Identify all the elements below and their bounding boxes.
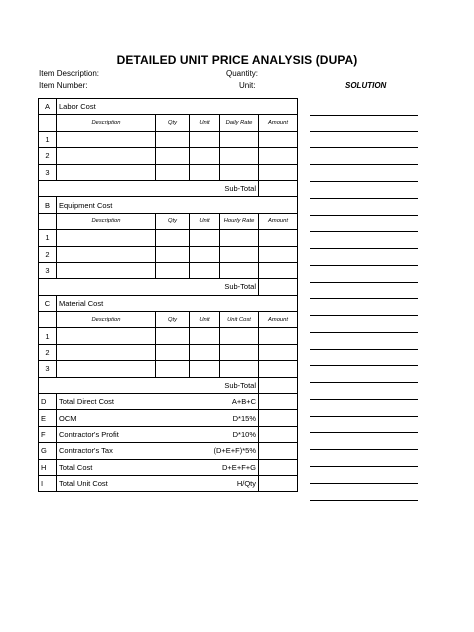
- summary-row-h: [39, 459, 298, 475]
- description-cell[interactable]: [57, 131, 156, 147]
- amount-cell[interactable]: [259, 361, 298, 377]
- summary-letter: G: [39, 443, 57, 459]
- summary-formula: D*10%: [232, 430, 256, 439]
- row-number: 1: [39, 131, 57, 147]
- answer-line[interactable]: [310, 231, 418, 232]
- subtotal-row: [39, 279, 298, 295]
- answer-line[interactable]: [310, 147, 418, 148]
- answer-line[interactable]: [310, 198, 418, 199]
- page-title: DETAILED UNIT PRICE ANALYSIS (DUPA): [116, 53, 358, 67]
- answer-line[interactable]: [310, 265, 418, 266]
- table-row: [39, 361, 298, 377]
- table-row: [39, 164, 298, 180]
- quantity-label: Quantity:: [226, 69, 259, 78]
- section-letter: C: [39, 295, 57, 311]
- answer-line[interactable]: [310, 466, 418, 467]
- col-unit: Unit: [190, 115, 220, 131]
- qty-cell[interactable]: [156, 328, 190, 344]
- summary-label: Contractor's Tax: [59, 446, 113, 456]
- unit-cell[interactable]: [190, 148, 220, 164]
- qty-cell[interactable]: [156, 131, 190, 147]
- rate-cell[interactable]: [220, 148, 259, 164]
- qty-cell[interactable]: [156, 246, 190, 262]
- answer-line[interactable]: [310, 500, 418, 501]
- unit-label: Unit:: [239, 81, 256, 90]
- answer-line[interactable]: [310, 483, 418, 484]
- subtotal-value[interactable]: [259, 180, 298, 196]
- col-unit: Unit: [190, 312, 220, 328]
- row-number: 3: [39, 262, 57, 278]
- unit-cell[interactable]: [190, 262, 220, 278]
- answer-line[interactable]: [310, 282, 418, 283]
- row-number: 3: [39, 361, 57, 377]
- col-rate: Unit Cost: [220, 312, 259, 328]
- rate-cell[interactable]: [220, 344, 259, 360]
- answer-line[interactable]: [310, 432, 418, 433]
- summary-value[interactable]: [259, 475, 298, 491]
- subtotal-row: [39, 377, 298, 393]
- summary-value[interactable]: [259, 426, 298, 442]
- section-a-header: [39, 99, 298, 115]
- summary-value[interactable]: [259, 443, 298, 459]
- column-header-row: [39, 312, 298, 328]
- row-number: 2: [39, 344, 57, 360]
- answer-line[interactable]: [310, 164, 418, 165]
- rate-cell[interactable]: [220, 230, 259, 246]
- rate-cell[interactable]: [220, 131, 259, 147]
- description-cell[interactable]: [57, 328, 156, 344]
- summary-formula: D*15%: [232, 413, 256, 423]
- subtotal-value[interactable]: [259, 377, 298, 393]
- summary-row-g: [39, 443, 298, 459]
- rate-cell[interactable]: [220, 164, 259, 180]
- section-letter: A: [39, 99, 57, 115]
- amount-cell[interactable]: [259, 131, 298, 147]
- answer-line[interactable]: [310, 399, 418, 400]
- section-title: Equipment Cost: [57, 197, 298, 213]
- description-cell[interactable]: [57, 164, 156, 180]
- subtotal-label: Sub-Total: [39, 279, 259, 295]
- summary-label: Contractor's Profit: [59, 430, 119, 439]
- description-cell[interactable]: [57, 148, 156, 164]
- row-number: 1: [39, 328, 57, 344]
- amount-cell[interactable]: [259, 344, 298, 360]
- answer-line[interactable]: [310, 382, 418, 383]
- summary-formula: D+E+F+G: [222, 462, 256, 472]
- section-b-header: [39, 197, 298, 213]
- answer-line[interactable]: [310, 416, 418, 417]
- row-number: 2: [39, 246, 57, 262]
- subtotal-row: [39, 180, 298, 196]
- col-rate: Hourly Rate: [220, 213, 259, 229]
- answer-line[interactable]: [310, 298, 418, 299]
- section-title: Labor Cost: [57, 99, 298, 115]
- section-c-header: [39, 295, 298, 311]
- solution-label: SOLUTION: [345, 81, 387, 90]
- row-number: 3: [39, 164, 57, 180]
- qty-cell[interactable]: [156, 262, 190, 278]
- summary-value[interactable]: [259, 459, 298, 475]
- rate-cell[interactable]: [220, 246, 259, 262]
- summary-value[interactable]: [259, 394, 298, 410]
- table-row: [39, 148, 298, 164]
- rate-cell[interactable]: [220, 328, 259, 344]
- summary-letter: I: [39, 475, 57, 491]
- table-row: [39, 246, 298, 262]
- answer-line[interactable]: [310, 131, 418, 132]
- section-title: Material Cost: [57, 295, 298, 311]
- col-description: Description: [57, 213, 156, 229]
- col-amount: Amount: [259, 213, 298, 229]
- unit-cell[interactable]: [190, 344, 220, 360]
- summary-row-i: [39, 475, 298, 491]
- summary-label: Total Direct Cost: [59, 397, 115, 407]
- answer-line[interactable]: [310, 181, 418, 182]
- col-unit: Unit: [190, 213, 220, 229]
- unit-cell[interactable]: [190, 361, 220, 377]
- summary-row-f: [39, 426, 298, 442]
- rate-cell[interactable]: [220, 262, 259, 278]
- summary-letter: E: [39, 410, 57, 426]
- amount-cell[interactable]: [259, 328, 298, 344]
- col-amount: Amount: [259, 312, 298, 328]
- amount-cell[interactable]: [259, 246, 298, 262]
- col-description: Description: [57, 312, 156, 328]
- subtotal-label: Sub-Total: [39, 377, 259, 393]
- qty-cell[interactable]: [156, 344, 190, 360]
- description-cell[interactable]: [57, 246, 156, 262]
- table-row: [39, 230, 298, 246]
- col-amount: Amount: [259, 115, 298, 131]
- table-row: [39, 131, 298, 147]
- amount-cell[interactable]: [259, 230, 298, 246]
- amount-cell[interactable]: [259, 148, 298, 164]
- summary-row-d: [39, 394, 298, 410]
- summary-label: Total Unit Cost: [59, 479, 108, 489]
- summary-formula: A+B+C: [231, 397, 256, 407]
- table-row: [39, 344, 298, 360]
- answer-line[interactable]: [310, 215, 418, 216]
- qty-cell[interactable]: [156, 230, 190, 246]
- answer-line[interactable]: [310, 449, 418, 450]
- item-number-label: Item Number:: [39, 81, 88, 90]
- row-number: 1: [39, 230, 57, 246]
- description-cell[interactable]: [57, 230, 156, 246]
- summary-formula: (D+E+F)*5%: [213, 446, 256, 456]
- summary-formula: H/Qty: [236, 479, 256, 489]
- summary-row-e: [39, 410, 298, 426]
- item-description-label: Item Description:: [39, 69, 100, 78]
- qty-cell[interactable]: [156, 361, 190, 377]
- col-description: Description: [57, 115, 156, 131]
- qty-cell[interactable]: [156, 164, 190, 180]
- description-cell[interactable]: [57, 361, 156, 377]
- answer-line[interactable]: [310, 315, 418, 316]
- section-letter: B: [39, 197, 57, 213]
- subtotal-value[interactable]: [259, 279, 298, 295]
- col-qty: Qty: [156, 115, 190, 131]
- unit-cell[interactable]: [190, 246, 220, 262]
- summary-letter: D: [39, 394, 57, 410]
- description-cell[interactable]: [57, 344, 156, 360]
- column-header-row: [39, 115, 298, 131]
- answer-line[interactable]: [310, 349, 418, 350]
- summary-value[interactable]: [259, 410, 298, 426]
- col-qty: Qty: [156, 312, 190, 328]
- unit-cell[interactable]: [190, 230, 220, 246]
- rate-cell[interactable]: [220, 361, 259, 377]
- unit-cell[interactable]: [190, 328, 220, 344]
- table-row: [39, 262, 298, 278]
- summary-label: Total Cost: [59, 462, 93, 472]
- summary-letter: H: [39, 459, 57, 475]
- answer-line[interactable]: [310, 365, 418, 366]
- answer-line[interactable]: [310, 115, 418, 116]
- row-number: 2: [39, 148, 57, 164]
- qty-cell[interactable]: [156, 148, 190, 164]
- subtotal-label: Sub-Total: [39, 180, 259, 196]
- dupa-table: [38, 98, 298, 492]
- table-row: [39, 328, 298, 344]
- summary-letter: F: [39, 426, 57, 442]
- answer-line[interactable]: [310, 332, 418, 333]
- column-header-row: [39, 213, 298, 229]
- col-qty: Qty: [156, 213, 190, 229]
- answer-line[interactable]: [310, 248, 418, 249]
- unit-cell[interactable]: [190, 131, 220, 147]
- unit-cell[interactable]: [190, 164, 220, 180]
- description-cell[interactable]: [57, 262, 156, 278]
- amount-cell[interactable]: [259, 164, 298, 180]
- col-rate: Daily Rate: [220, 115, 259, 131]
- summary-label: OCM: [59, 413, 77, 423]
- amount-cell[interactable]: [259, 262, 298, 278]
